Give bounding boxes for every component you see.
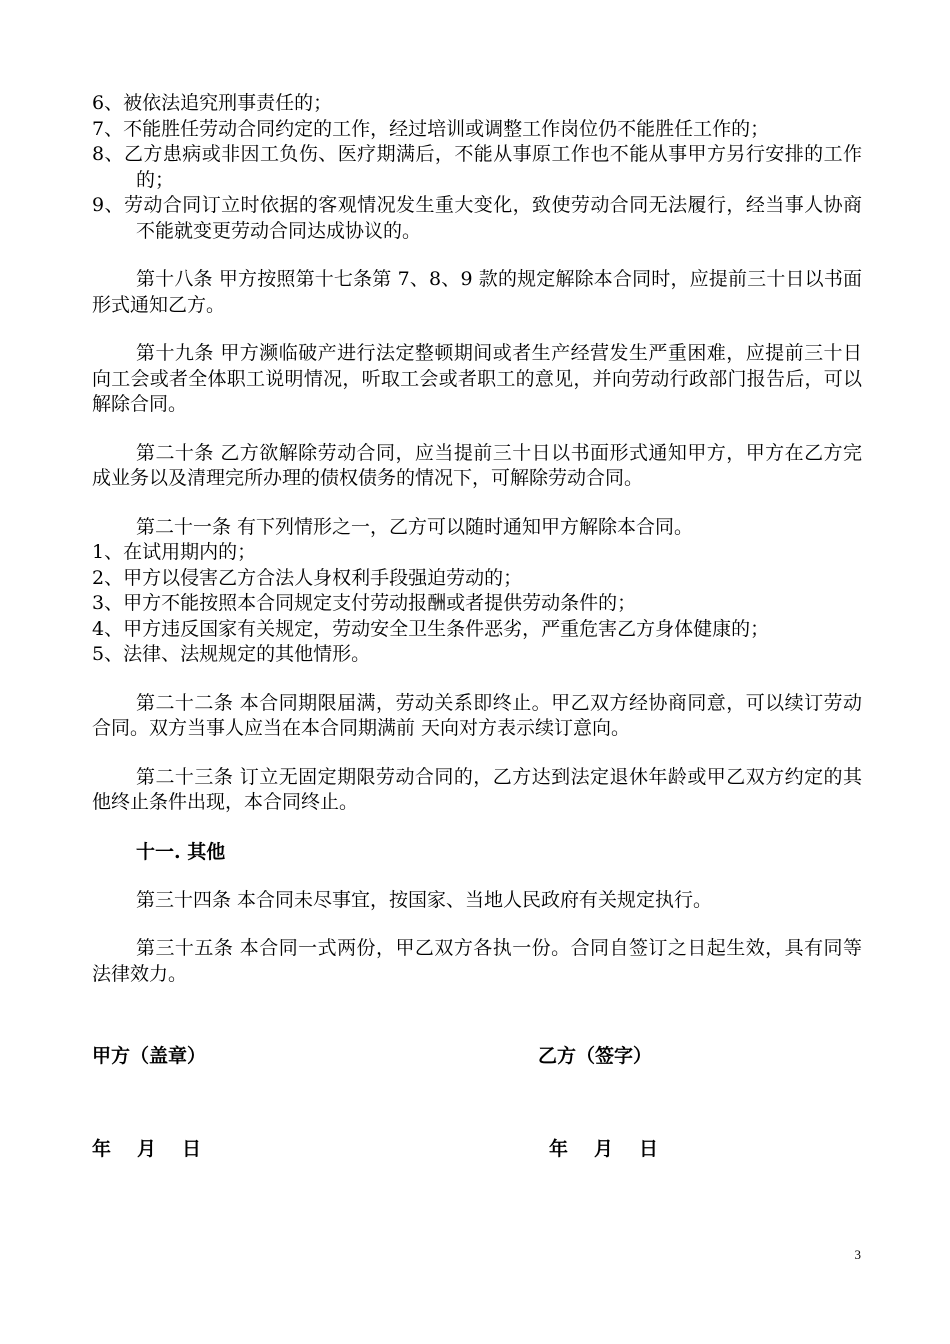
date-year: 年	[92, 1138, 112, 1160]
page-number: 3	[854, 1247, 861, 1262]
list-item: 7、不能胜任劳动合同约定的工作，经过培训或调整工作岗位仍不能胜任工作的；	[92, 117, 770, 140]
article-21	[92, 515, 862, 668]
list-item: 9、劳动合同订立时依据的客观情况发生重大变化，致使劳动合同无法履行，经当事人协商不能就变更劳动合同达成协议的。	[92, 194, 862, 242]
article-19: 第十九条 甲方濒临破产进行法定整顿期间或者生产经营发生严重困难，应提前三十日向工会或者全体职工说明情况，听取工会或者职工的意见，并向劳动行政部门报告后，可以解除合同。	[92, 342, 862, 415]
party-b-date	[549, 1136, 658, 1162]
section-heading-other: 十一. 其他	[136, 840, 226, 863]
party-a-seal-label: 甲方（盖章）	[92, 1045, 207, 1067]
termination-list-continued	[92, 91, 862, 244]
list-item: 8、乙方患病或非因工负伤、医疗期满后，不能从事原工作也不能从事甲方另行安排的工作的；	[92, 143, 862, 191]
article-20: 第二十条 乙方欲解除劳动合同，应当提前三十日以书面形式通知甲方，甲方在乙方完成业务以及清理完所办理的债权债务的情况下，可解除劳动合同。	[92, 441, 862, 489]
list-item: 6、被依法追究刑事责任的；	[92, 92, 333, 114]
list-item: 2、甲方以侵害乙方合法人身权利手段强迫劳动的；	[92, 566, 523, 589]
article-35: 第三十五条 本合同一式两份，甲乙双方各执一份。合同自签订之日起生效，具有同等法律效力。	[92, 937, 862, 985]
party-b-signature-label: 乙方（签字）	[538, 1045, 653, 1067]
list-item: 5、法律、法规规定的其他情形。	[92, 643, 371, 665]
party-a-date	[92, 1136, 201, 1162]
article-21-intro: 第二十一条 有下列情形之一，乙方可以随时通知甲方解除本合同。	[136, 515, 694, 538]
document-body	[92, 91, 862, 1010]
date-month: 月	[137, 1138, 157, 1160]
list-item: 4、甲方违反国家有关规定，劳动安全卫生条件恶劣，严重危害乙方身体健康的；	[92, 617, 770, 640]
article-22: 第二十二条 本合同期限届满，劳动关系即终止。甲乙双方经协商同意，可以续订劳动合同。双方当事人应当在本合同期满前 天向对方表示续订意向。	[92, 691, 862, 739]
date-year: 年	[549, 1138, 569, 1160]
list-item: 3、甲方不能按照本合同规定支付劳动报酬或者提供劳动条件的；	[92, 592, 637, 614]
date-month: 月	[594, 1138, 614, 1160]
date-day: 日	[182, 1138, 202, 1160]
article-23: 第二十三条 订立无固定期限劳动合同的，乙方达到法定退休年龄或甲乙双方约定的其他终止条件出现，本合同终止。	[92, 765, 862, 813]
list-item: 1、在试用期内的；	[92, 541, 257, 563]
article-18: 第十八条 甲方按照第十七条第 7、8、9 款的规定解除本合同时，应提前三十日以书面形式通知乙方。	[92, 268, 862, 316]
date-day: 日	[639, 1138, 659, 1160]
article-34: 第三十四条 本合同未尽事宜，按国家、当地人民政府有关规定执行。	[136, 888, 713, 911]
